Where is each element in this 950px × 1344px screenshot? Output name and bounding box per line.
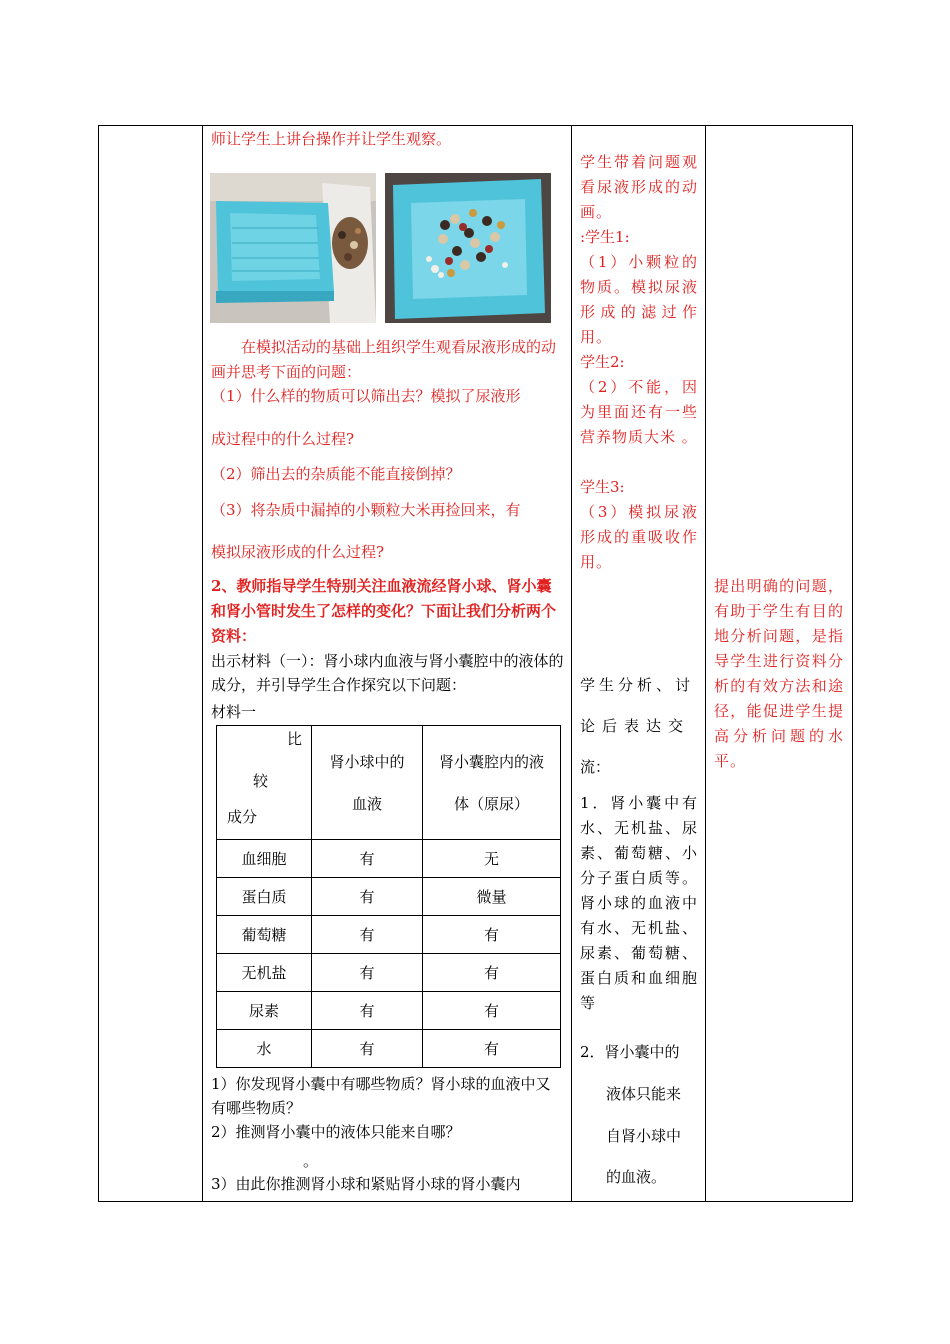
row-value-b: 有	[423, 916, 561, 954]
student-2-label: 学生2:	[580, 353, 625, 371]
student-2-text: （2）不能，因为里面还有一些营养物质大米 。	[580, 378, 698, 446]
corner-bottom-text: 成分	[227, 808, 258, 826]
row-value-a: 有	[312, 1030, 423, 1068]
corner-top-text: 比	[287, 730, 303, 748]
corner-mid-text: 较	[253, 772, 269, 790]
student-1-text: （1）小颗粒的物质。模拟尿液形成的滤过作用。	[580, 253, 698, 346]
table-header-col1	[312, 726, 423, 840]
row-value-b: 无	[423, 840, 561, 878]
row-name: 水	[217, 1030, 312, 1068]
col2-header-line1: 肾小囊腔内的液	[438, 752, 544, 771]
photo-basket-right	[385, 173, 551, 323]
answer-2-line-4: 的血液。	[606, 1168, 667, 1186]
col2-header-line2: 体（原尿）	[453, 794, 529, 813]
question-2: （2）筛出去的杂质能不能直接倒掉？	[211, 465, 461, 483]
row-name: 尿素	[217, 992, 312, 1030]
ask-1: 1）你发现肾小囊中有哪些物质？肾小球的血液中又有哪些物质？	[211, 1075, 551, 1117]
table-row	[217, 1030, 561, 1068]
bold-heading: 2、教师指导学生特别关注血液流经肾小球、肾小囊和肾小管时发生了怎样的变化？下面让我们分析两个资料：	[211, 577, 557, 645]
student-3-label: 学生3:	[580, 478, 625, 496]
ask-3: 3）由此你推测肾小球和紧贴肾小球的肾小囊内	[211, 1175, 521, 1193]
column-divider-2	[571, 125, 572, 1202]
row-value-a: 有	[312, 992, 423, 1030]
row-value-b: 微量	[423, 878, 561, 916]
table-row	[217, 878, 561, 916]
table-corner-cell	[217, 726, 312, 840]
row-name: 葡萄糖	[217, 916, 312, 954]
question-1b: 成过程中的什么过程?	[211, 430, 355, 448]
discuss-line-3: 流：	[580, 758, 611, 776]
ask-2: 2）推测肾小囊中的液体只能来自哪？	[211, 1123, 461, 1141]
table-row	[217, 840, 561, 878]
row-name: 血细胞	[217, 840, 312, 878]
discuss-line-2: 论后表达交	[580, 717, 691, 735]
answer-2-title: 2．肾小囊中的	[580, 1043, 680, 1061]
photo-basket-left	[210, 173, 376, 323]
row-name: 无机盐	[217, 954, 312, 992]
row-value-b: 有	[423, 992, 561, 1030]
material-table	[216, 725, 561, 1068]
ask-2-blank: 。	[303, 1152, 319, 1170]
student-watch-text: 学生带着问题观看尿液形成的动画。	[580, 153, 698, 221]
student-1-label: :学生1:	[580, 228, 630, 246]
table-header-row	[217, 726, 561, 840]
column-divider-3	[705, 125, 706, 1202]
col1-header-line2: 血液	[351, 794, 382, 813]
discuss-line-1: 学生分析、讨	[580, 676, 695, 694]
column-divider-1	[202, 125, 203, 1202]
material-label: 材料一	[211, 703, 257, 721]
row-value-a: 有	[312, 878, 423, 916]
table-row	[217, 954, 561, 992]
answer-1: 1．肾小囊中有水、无机盐、尿素、葡萄糖、小分子蛋白质等。肾小球的血液中有水、无机盐、尿素、葡萄糖、蛋白质和血细胞等	[580, 794, 698, 1012]
lesson-plan-table	[98, 125, 853, 1202]
row-value-b: 有	[423, 954, 561, 992]
answer-2-line-2: 液体只能来	[606, 1085, 682, 1103]
row-value-b: 有	[423, 1030, 561, 1068]
row-value-a: 有	[312, 840, 423, 878]
student-3-text: （3）模拟尿液形成的重吸收作用。	[580, 503, 698, 571]
question-3b: 模拟尿液形成的什么过程?	[211, 543, 385, 561]
row-value-a: 有	[312, 954, 423, 992]
table-row	[217, 992, 561, 1030]
paragraph-organize: 在模拟活动的基础上组织学生观看尿液形成的动画并思考下面的问题：	[211, 338, 557, 381]
material-intro: 出示材料（一）：肾小球内血液与肾小囊腔中的液体的成分，并引导学生合作探究以下问题：	[211, 652, 564, 694]
question-3a: （3）将杂质中漏掉的小颗粒大米再捡回来，有	[211, 501, 521, 519]
col1-header-line1: 肾小球中的	[329, 752, 405, 771]
answer-2-line-3: 自肾小球中	[606, 1127, 682, 1145]
basket-photo-left	[210, 173, 376, 323]
row-value-a: 有	[312, 916, 423, 954]
question-1a: （1）什么样的物质可以筛出去？模拟了尿液形	[211, 387, 521, 405]
table-header-col2	[423, 726, 561, 840]
basket-photo-right	[385, 173, 551, 323]
row-name: 蛋白质	[217, 878, 312, 916]
table-row	[217, 916, 561, 954]
intro-line: 师让学生上讲台操作并让学生观察。	[211, 130, 452, 148]
design-intent-text: 提出明确的问题，有助于学生有目的地分析问题，是指导学生进行资料分析的有效方法和途径，能促进学生提高分析问题的水平。	[714, 577, 844, 770]
